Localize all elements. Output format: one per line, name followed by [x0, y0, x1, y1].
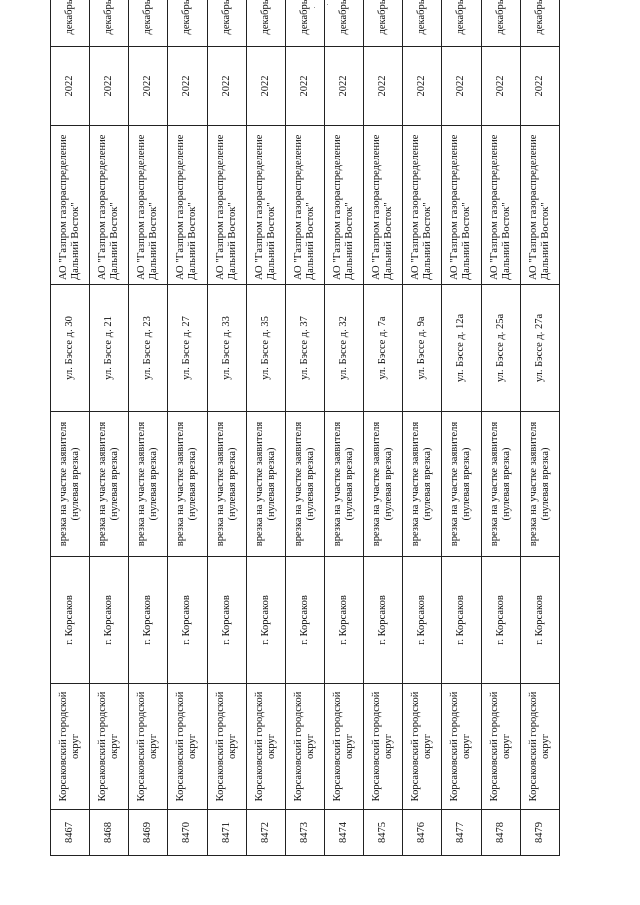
year-cell: 2022: [285, 47, 324, 126]
table-row: [285, 0, 324, 856]
row-number: 8477: [442, 810, 481, 856]
table-row: [168, 0, 207, 856]
address-cell: ул. Бэссе д. 23: [129, 285, 168, 412]
organization-cell: АО "Газпром газораспределение Дальний Восток": [481, 126, 520, 285]
year-cell: 2022: [51, 47, 90, 126]
work-type-cell: врезка на участке заявителя (нулевая врезка): [51, 412, 90, 557]
district-cell: Корсаковский городской округ: [442, 684, 481, 810]
district-cell: Корсаковский городской округ: [403, 684, 442, 810]
month-cell: декабрь: [285, 0, 324, 47]
year-cell: 2022: [324, 47, 363, 126]
table-row: [129, 0, 168, 856]
year-cell: 2022: [520, 47, 559, 126]
month-cell: декабрь: [520, 0, 559, 47]
address-cell: ул. Бэссе д. 33: [207, 285, 246, 412]
month-cell: декабрь: [129, 0, 168, 47]
rotated-page: [50, 0, 560, 856]
table-row: [324, 0, 363, 856]
city-cell: г. Корсаков: [481, 557, 520, 684]
district-cell: Корсаковский городской округ: [51, 684, 90, 810]
organization-cell: АО "Газпром газораспределение Дальний Восток": [364, 126, 403, 285]
city-cell: г. Корсаков: [442, 557, 481, 684]
month-cell: декабрь: [324, 0, 363, 47]
month-cell: декабрь: [168, 0, 207, 47]
row-number: 8472: [246, 810, 285, 856]
work-type-cell: врезка на участке заявителя (нулевая врезка): [324, 412, 363, 557]
district-cell: Корсаковский городской округ: [520, 684, 559, 810]
row-number: 8473: [285, 810, 324, 856]
address-cell: ул. Бэссе д. 7а: [364, 285, 403, 412]
organization-cell: АО "Газпром газораспределение Дальний Восток": [246, 126, 285, 285]
city-cell: г. Корсаков: [324, 557, 363, 684]
table-body: [51, 0, 560, 856]
work-type-cell: врезка на участке заявителя (нулевая врезка): [520, 412, 559, 557]
city-cell: г. Корсаков: [207, 557, 246, 684]
table-row: [403, 0, 442, 856]
row-number: 8469: [129, 810, 168, 856]
month-cell: декабрь: [207, 0, 246, 47]
year-cell: 2022: [168, 47, 207, 126]
row-number: 8467: [51, 810, 90, 856]
address-cell: ул. Бэссе д. 32: [324, 285, 363, 412]
organization-cell: АО "Газпром газораспределение Дальний Восток": [324, 126, 363, 285]
table-row: [90, 0, 129, 856]
table-row: [442, 0, 481, 856]
table-row: [364, 0, 403, 856]
row-number: 8478: [481, 810, 520, 856]
district-cell: Корсаковский городской округ: [285, 684, 324, 810]
address-cell: ул. Бэссе д. 35: [246, 285, 285, 412]
row-number: 8470: [168, 810, 207, 856]
district-cell: Корсаковский городской округ: [324, 684, 363, 810]
table-row: [207, 0, 246, 856]
month-cell: декабрь: [403, 0, 442, 47]
year-cell: 2022: [442, 47, 481, 126]
city-cell: г. Корсаков: [520, 557, 559, 684]
work-type-cell: врезка на участке заявителя (нулевая врезка): [246, 412, 285, 557]
work-type-cell: врезка на участке заявителя (нулевая врезка): [403, 412, 442, 557]
organization-cell: АО "Газпром газораспределение Дальний Восток": [168, 126, 207, 285]
year-cell: 2022: [364, 47, 403, 126]
work-type-cell: врезка на участке заявителя (нулевая врезка): [168, 412, 207, 557]
month-cell: декабрь: [51, 0, 90, 47]
row-number: 8471: [207, 810, 246, 856]
work-type-cell: врезка на участке заявителя (нулевая врезка): [481, 412, 520, 557]
organization-cell: АО "Газпром газораспределение Дальний Восток": [285, 126, 324, 285]
month-cell: декабрь: [90, 0, 129, 47]
year-cell: 2022: [129, 47, 168, 126]
district-cell: Корсаковский городской округ: [90, 684, 129, 810]
address-cell: ул. Бэссе д. 27а: [520, 285, 559, 412]
table-row: [51, 0, 90, 856]
month-cell: декабрь: [481, 0, 520, 47]
address-cell: ул. Бэссе д. 30: [51, 285, 90, 412]
district-cell: Корсаковский городской округ: [481, 684, 520, 810]
organization-cell: АО "Газпром газораспределение Дальний Восток": [129, 126, 168, 285]
row-number: 8475: [364, 810, 403, 856]
work-type-cell: врезка на участке заявителя (нулевая врезка): [129, 412, 168, 557]
organization-cell: АО "Газпром газораспределение Дальний Восток": [51, 126, 90, 285]
year-cell: 2022: [481, 47, 520, 126]
work-type-cell: врезка на участке заявителя (нулевая врезка): [90, 412, 129, 557]
row-number: 8468: [90, 810, 129, 856]
address-cell: ул. Бэссе д. 27: [168, 285, 207, 412]
month-cell: декабрь: [364, 0, 403, 47]
city-cell: г. Корсаков: [90, 557, 129, 684]
district-cell: Корсаковский городской округ: [364, 684, 403, 810]
row-number: 8476: [403, 810, 442, 856]
city-cell: г. Корсаков: [285, 557, 324, 684]
month-cell: декабрь: [246, 0, 285, 47]
year-cell: 2022: [207, 47, 246, 126]
year-cell: 2022: [403, 47, 442, 126]
table-row: [246, 0, 285, 856]
city-cell: г. Корсаков: [129, 557, 168, 684]
district-cell: Корсаковский городской округ: [207, 684, 246, 810]
address-cell: ул. Бэссе д. 25а: [481, 285, 520, 412]
district-cell: Корсаковский городской округ: [129, 684, 168, 810]
work-type-cell: врезка на участке заявителя (нулевая врезка): [285, 412, 324, 557]
year-cell: 2022: [246, 47, 285, 126]
organization-cell: АО "Газпром газораспределение Дальний Восток": [520, 126, 559, 285]
organization-cell: АО "Газпром газораспределение Дальний Восток": [207, 126, 246, 285]
organization-cell: АО "Газпром газораспределение Дальний Восток": [442, 126, 481, 285]
address-cell: ул. Бэссе д. 12а: [442, 285, 481, 412]
work-type-cell: врезка на участке заявителя (нулевая врезка): [207, 412, 246, 557]
city-cell: г. Корсаков: [364, 557, 403, 684]
month-cell: декабрь: [442, 0, 481, 47]
work-type-cell: врезка на участке заявителя (нулевая врезка): [442, 412, 481, 557]
work-type-cell: врезка на участке заявителя (нулевая врезка): [364, 412, 403, 557]
city-cell: г. Корсаков: [246, 557, 285, 684]
row-number: 8474: [324, 810, 363, 856]
organization-cell: АО "Газпром газораспределение Дальний Восток": [90, 126, 129, 285]
district-cell: Корсаковский городской округ: [168, 684, 207, 810]
district-cell: Корсаковский городской округ: [246, 684, 285, 810]
gas-connection-table: [50, 0, 560, 856]
city-cell: г. Корсаков: [51, 557, 90, 684]
table-row: [520, 0, 559, 856]
city-cell: г. Корсаков: [403, 557, 442, 684]
table-row: [481, 0, 520, 856]
city-cell: г. Корсаков: [168, 557, 207, 684]
address-cell: ул. Бэссе д. 21: [90, 285, 129, 412]
address-cell: ул. Бэссе д. 9а: [403, 285, 442, 412]
address-cell: ул. Бэссе д. 37: [285, 285, 324, 412]
row-number: 8479: [520, 810, 559, 856]
year-cell: 2022: [90, 47, 129, 126]
organization-cell: АО "Газпром газораспределение Дальний Восток": [403, 126, 442, 285]
